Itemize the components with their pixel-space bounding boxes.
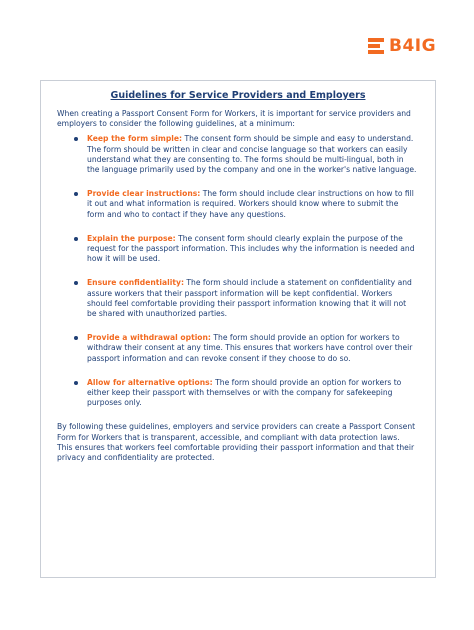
document-body	[57, 109, 417, 471]
brand-name: B4IG	[389, 36, 437, 56]
brand-logo	[368, 36, 436, 56]
document-frame	[40, 80, 436, 578]
guideline-item	[57, 278, 417, 319]
bullet-icon	[74, 281, 78, 285]
guideline-item	[57, 134, 417, 175]
guideline-text: The form should provide an option for workers to withdraw their consent at any time. This ensures that workers have control over their passport information and can revoke consent if they choose to do so.	[87, 333, 413, 363]
guideline-text: The form should include a statement on confidentiality and assure workers that their passport information will be kept confidential. Workers should feel comfortable providing their passport information knowing that it will not be shared with unauthorized parties.	[87, 278, 412, 319]
guideline-text: The consent form should clearly explain the purpose of the request for the passport information. This includes why the information is needed and how it will be used.	[87, 233, 415, 264]
guidelines-list	[57, 134, 417, 408]
outro-paragraph: By following these guidelines, employers and service providers can create a Passport Consent Form for Workers that is transparent, accessible, and compliant with data protection laws. This ensures that workers feel comfortable providing their passport information and that their privacy and confidentiality are protected.	[57, 422, 416, 463]
bullet-icon	[74, 137, 78, 141]
bullet-icon	[74, 192, 78, 196]
guideline-item	[57, 333, 417, 364]
guideline-heading: Provide a withdrawal option:	[87, 333, 211, 343]
bullet-icon	[74, 237, 78, 241]
guideline-item	[57, 234, 417, 265]
bullet-icon	[74, 336, 78, 340]
guideline-text: The form should provide an option for workers to either keep their passport with themselves or with the company for safekeeping purposes only.	[87, 377, 402, 408]
b4ig-logo-icon	[368, 38, 384, 54]
guideline-heading: Explain the purpose:	[87, 233, 176, 243]
guideline-heading: Allow for alternative options:	[87, 377, 213, 387]
intro-paragraph: When creating a Passport Consent Form for Workers, it is important for service providers and employers to consider the following guidelines, at a minimum:	[57, 109, 411, 129]
bullet-icon	[74, 381, 78, 385]
guideline-text: The form should include clear instructions on how to fill it out and what information is required. Workers should know where to submit the form and who to contact if they have any questions.	[87, 189, 414, 219]
guideline-text: The consent form should be simple and easy to understand. The form should be written in clear and concise language so that workers can easily understand what they are consenting to. The forms should be multi-lingual, both in the language primarily used by the company and one in the worker's native language.	[87, 134, 417, 175]
guideline-item	[57, 189, 417, 220]
guideline-item	[57, 378, 417, 409]
document-title: Guidelines for Service Providers and Employers	[110, 90, 366, 101]
guideline-heading: Ensure confidentiality:	[87, 278, 184, 288]
guideline-heading: Keep the form simple:	[87, 134, 183, 144]
guideline-heading: Provide clear instructions:	[87, 189, 201, 199]
